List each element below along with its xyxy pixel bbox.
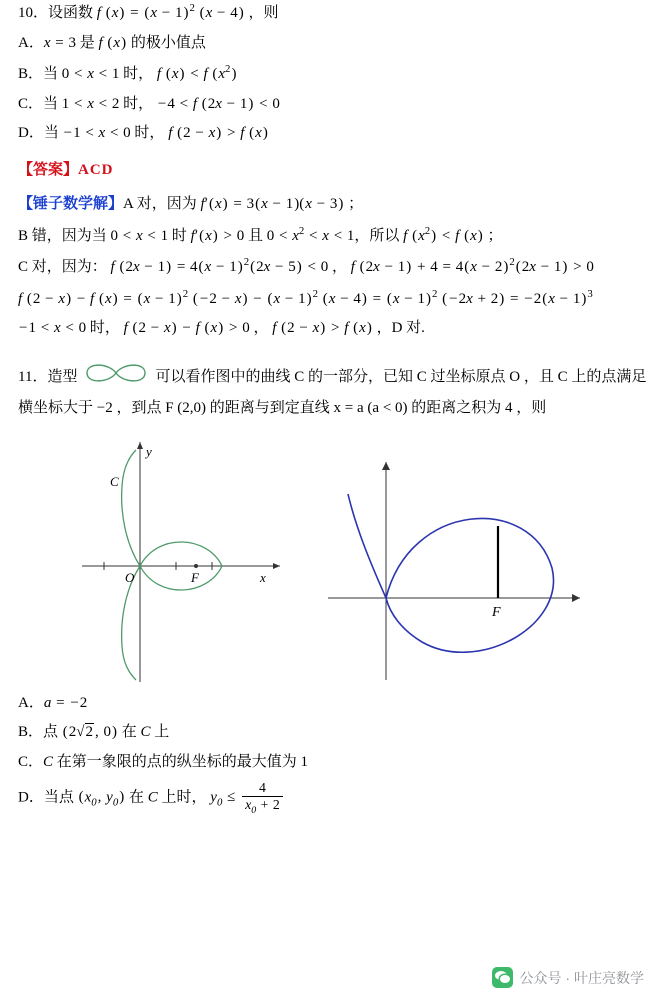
figure-row: [0, 424, 660, 686]
figure-right: [318, 450, 598, 691]
footer-text: 公众号 · 叶庄亮数学: [519, 969, 644, 986]
question-11-option-c: C．C 在第一象限的点的纵坐标的最大值为 1: [18, 753, 309, 770]
question-10-option-b: B．当 0 < x < 1 时， f (x) < f $(x^2)$: [18, 63, 237, 82]
question-11-label: ．造型: [32, 368, 78, 385]
solution-line-3: C 对，因为： f $(2x - 1) = 4(x - 1)^2(2x - 5) < 0$ ， f $(2x - 1) + 4 = 4(x - 2)^2(2x - 1) > 0$: [18, 256, 594, 275]
question-11-option-a: A．a = −2: [18, 694, 88, 711]
figure-left: [62, 424, 302, 691]
question-11-text-1: 可以看作图中的曲线 C 的一部分，已知 C 过坐标原点 O ，且 C 上的点满足: [155, 368, 647, 385]
footer-watermark: [492, 967, 644, 988]
question-11-second-line: [18, 396, 642, 420]
question-11-option-d: D．当点 ($x_0$, $y_0$) 在 C 上时， $y_0$ ≤ $\frac{4}{x_0 + 2}$: [0, 780, 660, 816]
solution-line-1: 【锤子数学解】A 对，因为 f′(x) = 3(x − 1)(x − 3) ；: [18, 196, 364, 212]
answer-value: ACD: [78, 161, 114, 178]
question-10-stem-suffix: ，则: [248, 5, 279, 21]
question-11-option-b: B．点 (2√2 , 0) 在 C 上: [18, 724, 170, 740]
figure-left-curve-label: C: [110, 473, 119, 489]
solver-tag: 【锤子数学解】: [18, 196, 124, 212]
solution-line-2: B 错，因为当 0 < x < 1 时 f′(x) > 0 且 $0 < x^2 < x < 1$，所以 f $(x^2) < f$ (x) ；: [18, 224, 503, 244]
lemniscate-icon: [83, 360, 149, 394]
figure-left-x-label: x: [260, 569, 266, 585]
question-10-option-d: D．当 −1 < x < 0 时， f (2 − x) > f (x): [18, 125, 268, 141]
question-10-stem-prefix: ．设函数: [33, 5, 94, 21]
question-11-number: 11: [18, 368, 33, 385]
figure-left-focus-label: F: [191, 569, 199, 585]
question-11-text-2: 横坐标大于 −2 ，到点 F (2,0) 的距离与到定直线 x = a (a < 0) 的距离之积为 4 ，则: [18, 399, 547, 416]
question-10-stem: 10．设函数 f $(x) = (x - 1)^2$ (x − 4) ，则: [18, 2, 279, 21]
solution-line-5: −1 < x < 0 时， f (2 − x) − f (x) > 0 ， f (2 − x) > f (x) ，D 对.: [19, 320, 425, 336]
question-10-option-c: C．当 1 < x < 2 时， −4 < f (2x − 1) < 0: [18, 95, 280, 112]
answer-row: [0, 159, 660, 182]
figure-left-origin-label: O: [125, 569, 135, 585]
question-11: [0, 360, 660, 420]
question-10-number: 10: [18, 5, 33, 21]
answer-tag: 【答案】: [18, 161, 79, 178]
wechat-icon: [492, 967, 513, 988]
question-11-first-line: [18, 360, 647, 394]
figure-right-focus-label: F: [492, 604, 501, 620]
question-10-option-a: A．x = 3 是 f (x) 的极小值点: [18, 34, 206, 51]
solution-line-4: f (2 − x) − f $(x) = (x - 1)^2$ ( $-2 - x) - (x - 1)^2$ $(x - 4) = (x - 1)^2$ ( $-2x + 2) = -2(x - 1)^3$: [18, 287, 593, 307]
figure-left-y-label: y: [146, 443, 152, 459]
